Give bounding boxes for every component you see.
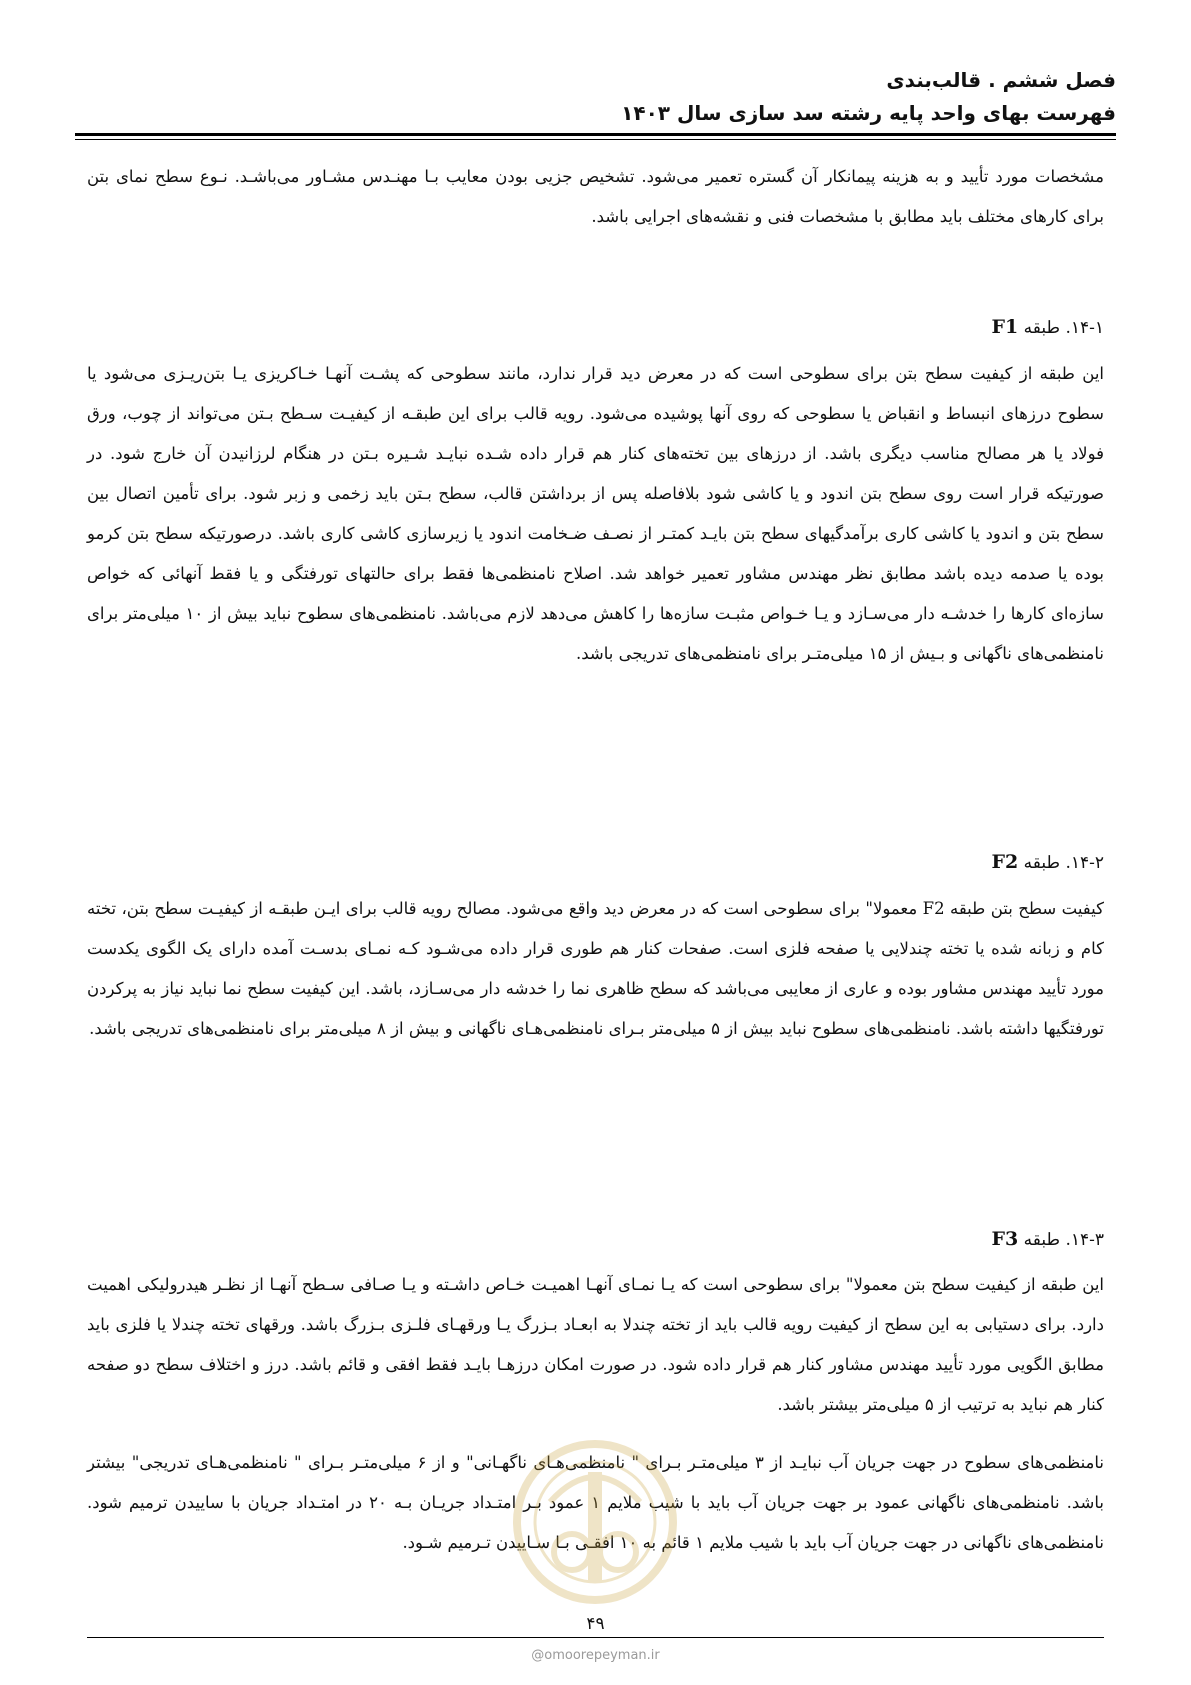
chapter-title: فصل ششم . قالب‌بندی: [886, 68, 1116, 92]
class-code: F3: [991, 1228, 1019, 1250]
page-header: [75, 64, 1116, 130]
class-code: F1: [991, 316, 1019, 338]
section-heading-f1: [87, 312, 1104, 343]
footer-divider: [87, 1637, 1104, 1638]
section-number: ۱۴-۱. طبقه: [1023, 318, 1104, 338]
section-f3-paragraph-1: این طبقه از کیفیت سطح بتن معمولا" برای سطوحی است که یـا نمـای آنهـا اهمیـت خـاص داشـته و یـا صـافی سـطح آنهـا از نظـر هیدرولیکی اهمیت دارد. برای دستیابی به این سطح از کیفیت رویه قالب باید از تخته چندلا به ابعـاد بـزرگ یـا ورقهـای فلـزی بـزرگ باشد. ورقهای تخته چندلا یا فلزی باید مطابق الگویی مورد تأیید مهندس مشاور کنار هم قرار داده شود. در صورت امکان درزهـا بایـد فقط افقی و قائم باشد. درز و اختلاف سطح دو صفحه کنار هم نباید به ترتیب از ۵ میلی‌متر بیشتر باشد.: [87, 1275, 1104, 1414]
section-number: ۱۴-۲. طبقه: [1023, 853, 1104, 873]
section-heading-f3: [87, 1224, 1104, 1255]
page-number: ۴۹: [586, 1614, 605, 1634]
header-divider-thin: [75, 139, 1116, 140]
header-divider-thick: [75, 133, 1116, 136]
section-number: ۱۴-۳. طبقه: [1023, 1230, 1104, 1250]
intro-paragraph: مشخصات مورد تأیید و به هزینه پیمانکار آن گستره تعمیر می‌شود. تشخیص جزیی بودن معایب بـا مهنـدس مشـاور می‌باشـد. نـوع سطح نمای بتن برای کارهای مختلف باید مطابق با مشخصات فنی و نقشه‌های اجرایی باشد.: [87, 167, 1104, 226]
section-f3-paragraph-2: نامنظمی‌های سطوح در جهت جریان آب نبایـد از ۳ میلی‌متـر بـرای " نامنظمی‌هـای ناگهـانی" و از ۶ میلی‌متـر بـرای " نامنظمی‌هـای تدریجی" بیشتر باشد. نامنظمی‌های ناگهانی عمود بر جهت جریان آب باید با شیب ملایم ۱ عمود بـر امتـداد جریـان بـه ۲۰ در امتـداد جریان با ساییدن ترمیم شود. نامنظمی‌های ناگهانی در جهت جریان آب باید با شیب ملایم ۱ قائم به ۱۰ افقـی بـا سـاییدن تـرمیم شـود.: [87, 1453, 1105, 1552]
book-title: فهرست بهای واحد پایه رشته سد سازی سال ۱۴۰۳: [621, 101, 1116, 125]
section-f2-paragraph: کیفیت سطح بتن طبقه F2 معمولا" برای سطوحی است که در معرض دید واقع می‌شود. مصالح رویه قالب برای ایـن طبقـه از کیفیـت سطح بتن، تخته کام و زبانه شده یا تخته چندلایی یا صفحه فلزی است. صفحات کنار هم طوری قرار داده می‌شـود کـه نمـای بدسـت آمده دارای یک الگوی یکدست مورد تأیید مهندس مشاور بوده و عاری از معایبی می‌باشد که سطح ظاهری نما را خدشه دار می‌سـازد، باشد. این کیفیت سطح نما نباید نیاز به پرکردن تورفتگیها داشته باشد. نامنظمی‌های سطوح نباید بیش از ۵ میلی‌متر بـرای نامنظمی‌هـای ناگهانی و بیش از ۸ میلی‌متر برای نامنظمی‌های تدریجی باشد.: [87, 899, 1104, 1038]
class-code: F2: [991, 851, 1019, 873]
section-f1-paragraph: این طبقه از کیفیت سطح بتن برای سطوحی است که در معرض دید قرار ندارد، مانند سطوحی که پشـت آنهـا خـاکریزی یـا بتن‌ریـزی می‌شود یا سطوح درزهای انبساط و انقباض یا سطوحی که روی آنها پوشیده می‌شود. رویه قالب برای این طبقـه از کیفیـت سـطح بـتن می‌تواند از چوب، ورق فولاد یا هر مصالح مناسب دیگری باشد. از درزهای بین تخته‌های کنار هم قرار داده شـده نبایـد شـیره بـتن در هنگام لرزانیدن آن خارج شود. در صورتیکه قرار است روی سطح بتن اندود و یا کاشی شود بلافاصله پس از برداشتن قالب، سطح بـتن باید زخمی و زبر شود. برای تأمین اتصال بین سطح بتن و اندود یا کاشی کاری برآمدگیهای سطح بتن بایـد کمتـر از نصـف ضـخامت اندود یا زیرسازی کاشی کاری باشد. درصورتیکه سطح بتن کرمو بوده یا صدمه دیده باشد مطابق نظر مهندس مشاور تعمیر خواهد شد. اصلاح نامنظمی‌ها فقط برای حالتهای تورفتگی و یا فقط آنهائی که خواص سازه‌ای کارها را خدشـه دار می‌سـازد و یـا خـواص مثبـت سازه‌ها را کاهش می‌دهد لازم می‌باشد. نامنظمی‌های سطوح نباید بیش از ۱۰ میلی‌متر برای نامنظمی‌های ناگهانی و بـیش از ۱۵ میلی‌متـر برای نامنظمی‌های تدریجی باشد.: [87, 364, 1104, 663]
site-credit: @omoorepeyman.ir: [531, 1648, 660, 1663]
section-heading-f2: [87, 847, 1104, 878]
